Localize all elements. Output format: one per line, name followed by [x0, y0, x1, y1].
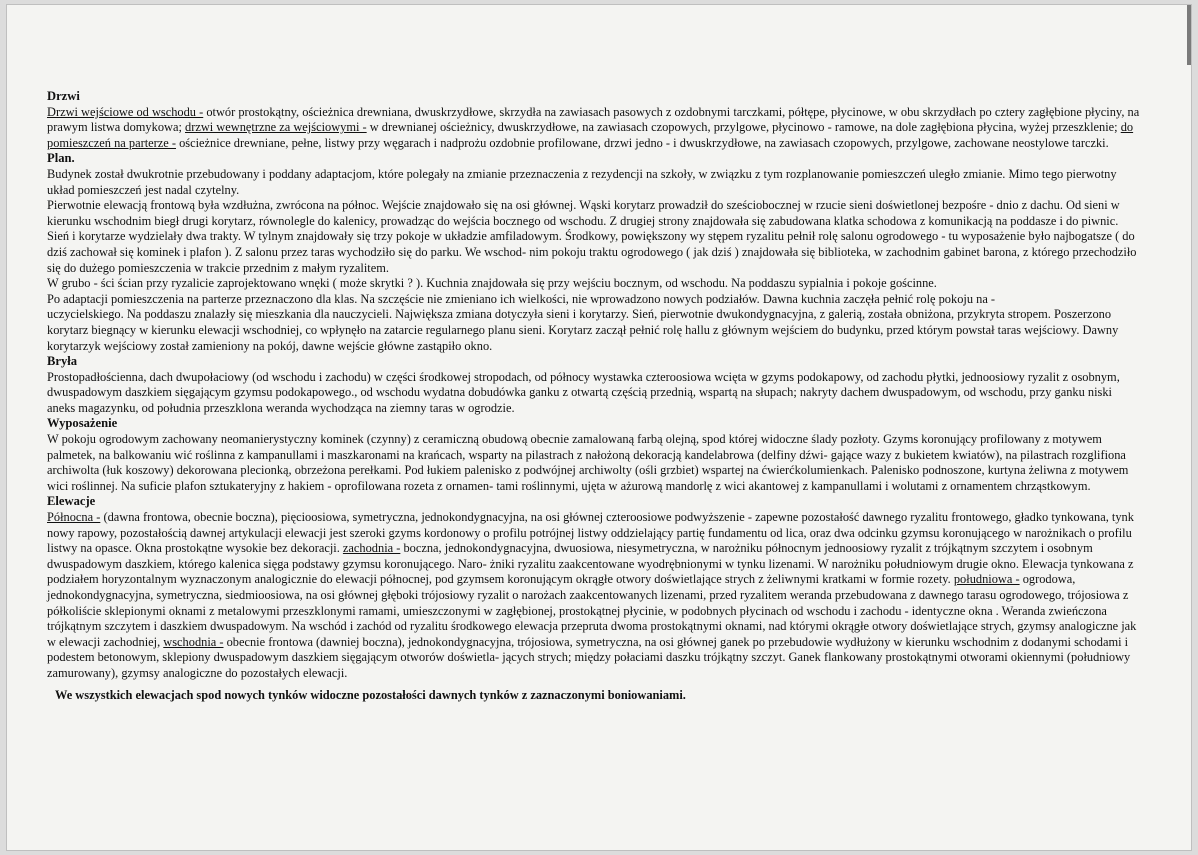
text-elewacja-wschodnia: obecnie frontowa (dawniej boczna), jednokondygnacyjna, trójosiowa, symetryczna, na osi głównej ganek po przebudowie wydłużony w kierunku wschodnim z dodanymi schodami i podestem betonowym, sklepiony dwuspadowym daszkiem sięgającym otworów doświetla- jących strych; między połaciami daszku trójkątny szczyt. Ganek flankowany prostokątnymi otworami okiennymi (południowy zamurowany), gzymsy analogiczne do pozostałych elewacji. — [47, 634, 1131, 680]
section-heading-wyposazenie: Wyposażenie — [47, 416, 118, 431]
paragraph-final-note: We wszystkich elewacjach spod nowych tynków widoczne pozostałości dawnych tynków z zaznaczonymi boniowaniami. — [55, 687, 686, 702]
lead-elewacja-wschodnia: wschodnia - — [163, 634, 224, 649]
lead-elewacja-zachodnia: zachodnia - — [342, 541, 401, 556]
text-elewacja-polnocna: (dawna frontowa, obecnie boczna), pięcioosiowa, symetryczna, jednokondygnacyjna, na osi głównej czteroosiowe podwyższenie - zapewne pozostałość dawnego ryzalitu frontowego, gładko tynkowana, tynk nowy rapowy, pozostałością dawnej artykulacji elewacji jest szeroki gzyms kordonowy o profilu potrójnej listwy oddzielający partię fundamentu od lica, oraz dwa odcinku gzymsu koronującego w narożnikach o profilu listwy na opasce. Okna prostokątne wysokie bez dekoracji. — [47, 510, 1134, 556]
lead-drzwi-parter: do pomieszczeń na parterze - — [47, 120, 1134, 150]
paragraph-elewacje — [47, 510, 1143, 682]
section-heading-bryla: Bryła — [47, 354, 78, 369]
text-elewacja-poludniowa: ogrodowa, jednokondygnacyjna, symetryczna, siedmioosiowa, na osi głównej głęboki trójosiowy ryzalit o narożach zaakcentowanych lizenami, przed ryzalitem weranda przebudowana z dawnego tarasu ogrodowego, trójosiowa z półkoliście sklepionymi oknami z metalowymi przeszklonymi ramami, umieszczonymi w zagłębionej, prostokątnej płycinie, w podobnych płycinach od wschodu i zachodu - identyczne okna . Weranda zwieńczona trójkątnym szczytem i daszkiem dwuspadowym. Na wschód i zachód od ryzalitu środkowego elewacja przepruta dwoma prostokątnymi oknami, nad którymi okrągłe otwory doświetlające strych, gzymsy analogiczne jak w elewacji zachodniej, — [47, 572, 1137, 649]
paragraph-plan-5: uczycielskiego. Na poddaszu znalazły się mieszkania dla nauczycieli. Największa zmiana dotyczyła sieni i korytarzy. Sień, pierwotnie dwukondygnacyjna, z galerią, została obniżona, przykryta stropem. Poszerzono korytarz biegnący w kierunku elewacji wschodniej, co wpłynęło na zatarcie regularnego planu sieni. Korytarz zaczął pełnić rolę hallu z głównym wejściem do budynku, przed którym powstał taras wejściowy. Dawny korytarzyk wejściowy został zamieniony na pokój, dawne wejście główne zastąpiło okno. — [47, 307, 1119, 353]
paragraph-plan-4: Po adaptacji pomieszczenia na parterze przeznaczono dla klas. Na szczęście nie zmieniano ich wielkości, nie wprowadzono nowych podziałów. Dawna kuchnia zaczęła pełnić rolę pokoju na - — [47, 291, 996, 306]
paragraph-plan-3: W grubo - ści ścian przy ryzalicie zaprojektowano wnęki ( może skrytki ? ). Kuchnia znajdowała się przy wejściu bocznym, od wschodu. Na poddaszu sypialnia i pokoje gościnne. — [47, 276, 937, 291]
paragraph-bryla: Prostopadłościenna, dach dwupołaciowy (od wschodu i zachodu) w części środkowej stropodach, od północy wystawka czteroosiowa wcięta w gzyms podokapowy, od zachodu płytki, jednoosiowy ryzalit z osobnym, dwuspadowym daszkiem sięgającym gzymsu podokapowego., od wschodu wydatna dobudówka ganku z otwartą częścią przednią, wspartą na słupach; nakryty dachem dwuspadowym, od wschodu, przy ganku niski aneks magazynku, od południa przeszklona weranda wychodząca na ziemny taras w ogrodzie. — [47, 369, 1120, 415]
section-heading-plan: Plan. — [47, 151, 75, 166]
document-page — [6, 4, 1192, 851]
section-heading-drzwi: Drzwi — [47, 89, 80, 103]
paragraph-plan-2: Pierwotnie elewacją frontową była wzdłużna, zwrócona na północ. Wejście znajdowało się na osi głównej. Wąski korytarz prowadził do sześciobocznej w rzucie sieni doświetlonej bezpośre - dnio z dachu. Od sieni w kierunku wschodnim biegł drugi korytarz, równolegle do kalenicy, prowadząc do wejścia bocznego od wschodu. Z drugiej strony znajdowała się zabudowana klatka schodowa z komunikacją na poddasze i do piwnic. Sień i korytarze wydzielały dwa trakty. W tylnym znajdowały się trzy pokoje w układzie amfiladowym. Środkowy, powiększony wy stępem ryzalitu pełnił rolę salonu ogrodowego - tu wyposażenie było najbogatsze ( do dziś zachował się kominek i plafon ). Z salonu przez taras wychodziło się do parku. We wschod- nim pokoju traktu ogrodowego ( jak dziś ) znajdowała się biblioteka, w zachodnim gabinet barona, z którego przechodziło się do dużego pomieszczenia w trakcie przednim z małym ryzalitem. — [47, 198, 1137, 275]
text-drzwi-parter: ościeżnice drewniane, pełne, listwy przy węgarach i nadprożu ozdobnie profilowane, drzwi jedno - i dwuskrzydłowe, na zawiasach czopowych, przylgowe, zachowane neostylowe tarczki. — [176, 135, 1109, 150]
lead-elewacja-polnocna: Północna - — [47, 510, 101, 525]
text-drzwi-wejsciowe: otwór prostokątny, ościeżnica drewniana, dwuskrzydłowe, skrzydła na zawiasach pasowych z ozdobnymi tarczkami, półtępe, płycinowe, w obu skrzydłach po cztery zagłębione płyciny, na prawym listwa domykowa; — [47, 104, 1140, 135]
paragraph-plan-1: Budynek został dwukrotnie przebudowany i poddany adaptacjom, które polegały na zmianie przeznaczenia z rezydencji na szkoły, w związku z tym rozplanowanie pomieszczeń uległo zmianie. Mimo tego pierwotny układ pomieszczeń jest nadal czytelny. — [47, 166, 1117, 197]
lead-drzwi-wewnetrzne: drzwi wewnętrzne za wejściowymi - — [185, 120, 367, 135]
paragraph-wyposazenie: W pokoju ogrodowym zachowany neomanierystyczny kominek (czynny) z ceramiczną obudową obecnie zamalowaną farbą olejną, spod której widoczne ślady pozłoty. Gzyms koronujący profilowany z motywem palmetek, na balkowaniu wić roślinna z kampanullami i maszkaronami na krańcach, wsparty na pilastrach z nałożoną dekoracją kandelabrowa (delfiny dźwi- gające wazy z bukietem kwiatów), na pilastrach rozglifiona archiwolta (łuk koszowy) dekorowana plecionką, obrzeżona perełkami. Pod łukiem palenisko z podwójnej archiwolty (ośli grzbiet) wspartej na ćwierćkolumienkach. Palenisko podnoszone, kurtyna żeliwna z motywem wici roślinnej. Na suficie plafon sztukateryjny z hakiem - oprofilowana rozeta z ornamen- tami roślinnymi, ujęta w ażurową mandorlę z wici akantowej z kampanullami i wolutami z ornamentem chrząstkowym. — [47, 432, 1129, 493]
document-body — [47, 89, 1143, 703]
section-heading-elewacje: Elewacje — [47, 494, 96, 509]
lead-elewacja-poludniowa: południowa - — [953, 572, 1020, 587]
text-drzwi-wewnetrzne: w drewnianej ościeżnicy, dwuskrzydłowe, na zawiasach czopowych, przylgowe, płycinowo - ramowe, na dole zagłębiona płycina, wyżej przeszklenie; — [366, 120, 1121, 135]
lead-drzwi-wejsciowe: Drzwi wejściowe od wschodu - — [47, 104, 204, 119]
paragraph-drzwi — [47, 105, 1143, 152]
scan-edge-mark — [1187, 5, 1191, 65]
text-elewacja-zachodnia: boczna, jednokondygnacyjna, dwuosiowa, niesymetryczna, w narożniku północnym jednoosiowy ryzalit z trójkątnym szczytem i osobnym dwuspadowym daszkiem, którego kalenica sięga podstawy gzymsu koronującego. Naro- żniki ryzalitu zaakcentowane wyodrębnionymi w tynku lizenami. W narożniku południowym drugie okno. Elewacja tynkowana z podziałem horyzontalnym wyznaczonym analogicznie do elewacji północnej, pod gzymsem koronującym okrągłe otwory doświetlające strych z żeliwnymi kratkami w formie rozety. — [47, 541, 1134, 587]
